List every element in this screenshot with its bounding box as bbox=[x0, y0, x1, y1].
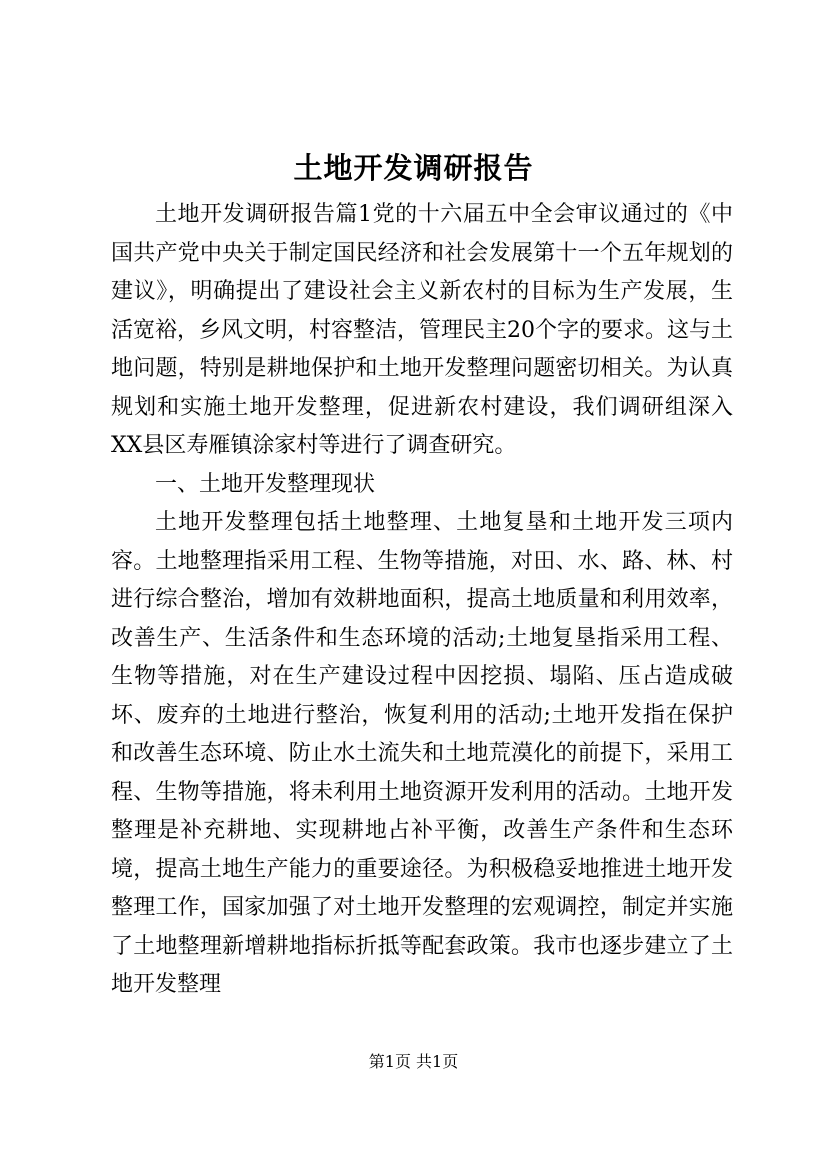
section-heading: 一、土地开发整理现状 bbox=[155, 471, 376, 497]
document-body bbox=[111, 196, 733, 1005]
paragraph-status: 土地开发整理包括土地整理、土地复垦和土地开发三项内容。土地整理指采用工程、生物等措施，对田、水、路、林、村进行综合整治，增加有效耕地面积，提高土地质量和利用效率，改善生产、生活条件和生态环境的活动;土地复垦指采用工程、生物等措施，对在生产建设过程中因挖损、塌陷、压占造成破坏、废弃的土地进行整治，恢复利用的活动;土地开发指在保护和改善生态环境、防止水土流失和土地荒漠化的前提下，采用工程、生物等措施，将未利用土地资源开发利用的活动。土地开发整理是补充耕地、实现耕地占补平衡，改善生产条件和生态环境，提高土地生产能力的重要途径。为积极稳妥地推进土地开发整理工作，国家加强了对土地开发整理的宏观调控，制定并实施了土地整理新增耕地指标折抵等配套政策。我市也逐步建立了土地开发整理 bbox=[111, 510, 733, 997]
document-title: 土地开发调研报告 bbox=[293, 151, 534, 185]
paragraph-intro: 土地开发调研报告篇1党的十六届五中全会审议通过的《中国共产党中央关于制定国民经济和社会发展第十一个五年规划的建议》，明确提出了建设社会主义新农村的目标为生产发展，生活宽裕，乡风文明，村容整洁，管理民主20个字的要求。这与土地问题，特别是耕地保护和土地开发整理问题密切相关。为认真规划和实施土地开发整理，促进新农村建设，我们调研组深入XX县区寿雁镇涂家村等进行了调查研究。 bbox=[111, 202, 733, 458]
page-footer: 第1页 共1页 bbox=[368, 1052, 459, 1071]
